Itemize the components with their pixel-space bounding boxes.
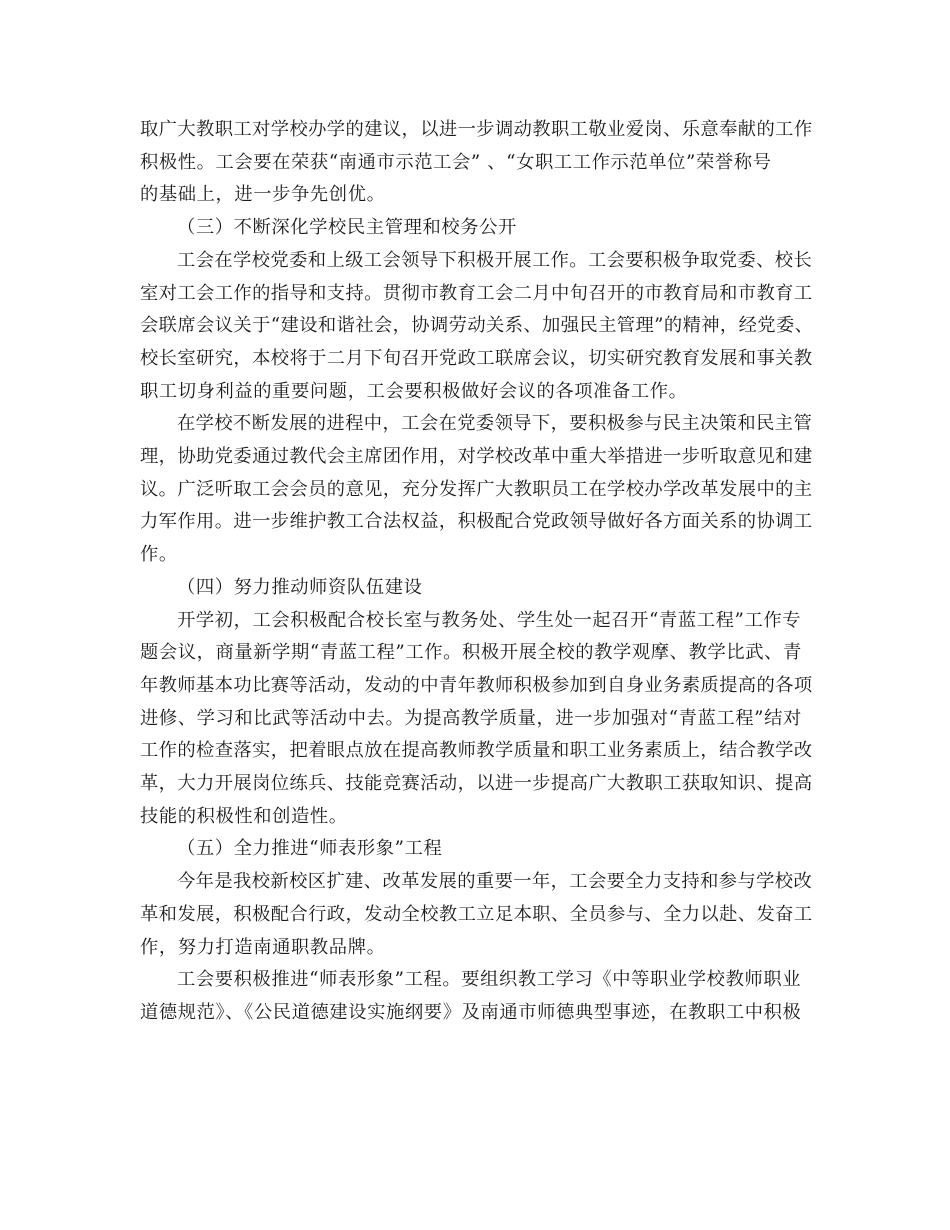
text-line-l4: （三）不断深化学校民主管理和校务公开 — [177, 217, 517, 239]
text-line-l18: 年教师基本功比赛等活动，发动的中青年教师积极参加到自身业务素质提高的各项 — [140, 674, 813, 696]
text-line-l24: 今年是我校新校区扩建、改革发展的重要一年，工会要全力支持和参与学校改 — [177, 871, 813, 893]
text-line-l2: 积极性。工会要在荣获“南通市示范工会” 、“女职工工作示范单位”荣誉称号 — [140, 151, 772, 173]
text-line-l21: 革，大力开展岗位练兵、技能竞赛活动，以进一步提高广大教职工获取知识、提高 — [140, 773, 813, 795]
text-line-l28: 道德规范》、《公民道德建设实施纲要》及南通市师德典型事迹，在教职工中积极 — [140, 1001, 802, 1023]
text-line-l11: 理，协助党委通过教代会主席团作用，对学校改革中重大举措进一步听取意见和建 — [140, 446, 813, 468]
text-line-l6: 室对工会工作的指导和支持。贯彻市教育工会二月中旬召开的市教育局和市教育工 — [140, 282, 813, 304]
text-line-l13: 力军作用。进一步维护教工合法权益，积极配合党政领导做好各方面关系的协调工 — [140, 511, 813, 533]
text-line-l14: 作。 — [140, 544, 178, 566]
text-line-l20: 工作的检查落实，把着眼点放在提高教师教学质量和职工业务素质上，结合教学改 — [140, 740, 813, 762]
text-line-l25: 革和发展，积极配合行政，发动全校教工立足本职、全员参与、全力以赴、发奋工 — [140, 903, 813, 925]
text-line-l16: 开学初，工会积极配合校长室与教务处、学生处一起召开“青蓝工程”工作专 — [177, 609, 802, 631]
text-line-l7: 会联席会议关于“建设和谐社会，协调劳动关系、加强民主管理”的精神，经党委、 — [140, 315, 814, 337]
text-line-l10: 在学校不断发展的进程中，工会在党委领导下，要积极参与民主决策和民主管 — [177, 413, 813, 435]
text-line-l5: 工会在学校党委和上级工会领导下积极开展工作。工会要积极争取党委、校长 — [177, 249, 813, 271]
text-line-l9: 职工切身利益的重要问题，工会要积极做好会议的各项准备工作。 — [140, 380, 688, 402]
text-line-l15: （四）努力推动师资队伍建设 — [177, 576, 423, 598]
text-line-l27: 工会要积极推进“师表形象”工程。要组织教工学习《中等职业学校教师职业 — [177, 969, 802, 991]
text-line-l17: 题会议，商量新学期“青蓝工程”工作。积极开展全校的教学观摩、教学比武、青 — [140, 642, 802, 664]
text-line-l22: 技能的积极性和创造性。 — [140, 805, 348, 827]
text-line-l23: （五）全力推进“师表形象”工程 — [177, 838, 443, 860]
text-line-l19: 进修、学习和比武等活动中去。为提高教学质量，进一步加强对“青蓝工程”结对 — [140, 707, 802, 729]
text-line-l3: 的基础上，进一步争先创优。 — [140, 184, 386, 206]
text-line-l1: 取广大教职工对学校办学的建议，以进一步调动教职工敬业爱岗、乐意奉献的工作 — [140, 119, 813, 140]
document-body — [140, 114, 815, 1030]
text-line-l26: 作，努力打造南通职教品牌。 — [140, 936, 386, 958]
text-line-l12: 议。广泛听取工会会员的意见，充分发挥广大教职员工在学校办学改革发展中的主 — [140, 478, 813, 500]
text-line-l8: 校长室研究，本校将于二月下旬召开党政工联席会议，切实研究教育发展和事关教 — [140, 347, 813, 369]
